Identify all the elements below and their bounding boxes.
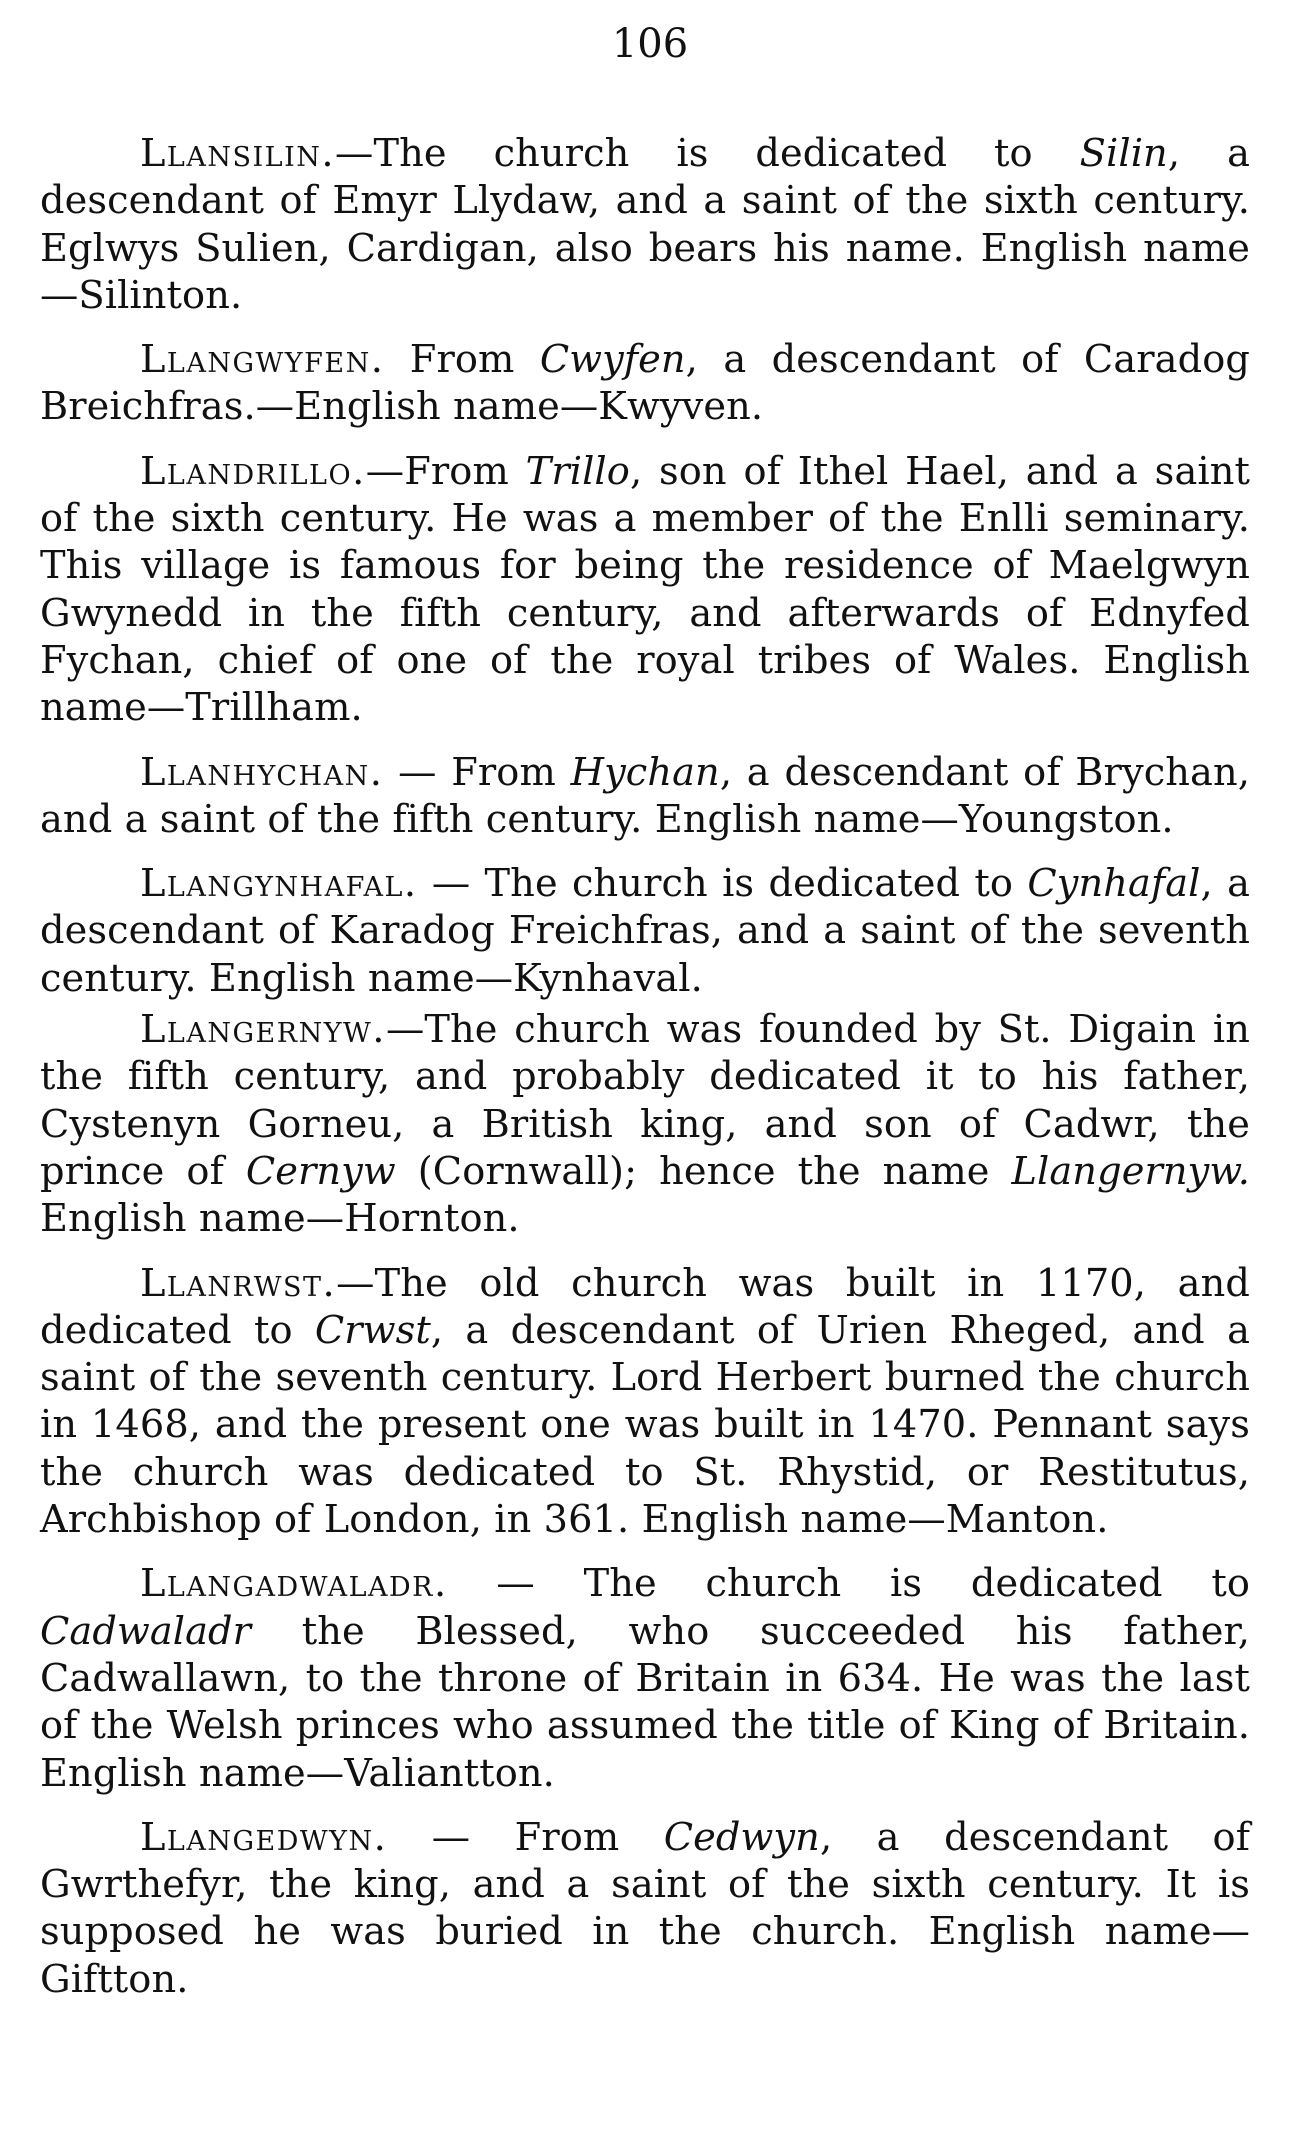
entry-heading: Llangedwyn. — [140, 1814, 388, 1860]
entry-text: The old church was built in 1170, and dedicated to — [40, 1260, 1250, 1353]
entry-heading: Llanrwst. — [140, 1260, 337, 1306]
entry-heading: Llangadwaladr. — [140, 1561, 448, 1607]
entry-text: English name—Hornton. — [40, 1196, 520, 1242]
entry-text: From — [451, 749, 571, 795]
entry-text: The church is dedicated to — [484, 861, 1028, 907]
saint-name: Cadwaladr — [40, 1608, 252, 1654]
entry-llansilin — [40, 130, 1250, 319]
entry-dash: — — [385, 1007, 425, 1053]
saint-name: Hychan — [570, 749, 720, 795]
entry-text: The church is dedicated to — [373, 131, 1080, 176]
entry-llangernyw — [40, 1006, 1250, 1242]
book-page — [40, 0, 1250, 2020]
entry-dash: — — [335, 131, 374, 176]
entry-dash: — — [447, 1561, 584, 1607]
entry-text: , a descendant of Caradog Breichfras.—English name—Kwyven. — [40, 337, 1250, 430]
entry-text: , a descendant of Urien Rheged, and a saint of the seventh century. Lord Herbert burned the church in 1468, and the present one was built in 1470. Pennant says the church was dedicated to St. Rhystid, or Restitutus, Archbishop of London, in 361. English name—Manton. — [40, 1307, 1251, 1543]
entry-dash: — — [365, 448, 405, 494]
entry-text: (Cornwall); hence the name — [395, 1148, 1012, 1194]
entry-text: , son of Ithel Hael, and a saint of the sixth century. He was a member of the Enlli seminary. This village is famous for being the residence of Maelgwyn Gwynedd in the fifth century, and afterwards of Ednyfed Fychan, chief of one of the royal tribes of Wales. English name—Trillham. — [40, 448, 1250, 731]
entry-text: , a descendant of Brychan, and a saint of the fifth century. English name—Youngston. — [40, 749, 1250, 842]
saint-name: Trillo — [525, 448, 630, 494]
saint-name: Crwst — [314, 1307, 431, 1353]
entry-dash: — — [383, 749, 452, 795]
entry-text: From — [514, 1814, 664, 1860]
entry-text: From — [404, 448, 526, 494]
entry-text: , a descendant of Emyr Llydaw, and a saint of the sixth century. Eglwys Sulien, Cardigan, also bears his name. English name—Silinton. — [40, 131, 1250, 318]
entry-llangedwyn — [40, 1814, 1250, 2003]
entry-heading: Llangernyw. — [140, 1007, 386, 1053]
entry-dash — [384, 337, 409, 382]
saint-name: Cwyfen — [539, 337, 686, 383]
entry-text: , a descendant of Karadog Freichfras, and a saint of the seventh century. English name—Kynhaval. — [40, 861, 1251, 1001]
place-name: Cernyw — [245, 1148, 396, 1194]
entry-text: the Blessed, who succeeded his father, Cadwallawn, to the throne of Britain in 634. He was the last of the Welsh princes who assumed the title of King of Britain. English name—Valiantton. — [40, 1608, 1250, 1796]
entry-llanhychan — [40, 749, 1250, 844]
entry-llangynhafal — [40, 860, 1250, 1002]
saint-name: Silin — [1079, 131, 1168, 176]
entry-llanrwst — [40, 1260, 1250, 1544]
entry-heading: Llansilin. — [140, 131, 336, 176]
entry-dash: — — [387, 1814, 515, 1860]
entry-dash: — — [336, 1260, 375, 1306]
place-name: Llangernyw. — [1011, 1148, 1250, 1194]
saint-name: Cedwyn — [663, 1814, 820, 1860]
entry-llangadwaladr — [40, 1560, 1250, 1796]
entry-heading: Llangynhafal. — [140, 861, 418, 907]
entry-text: , a descendant of Gwrthefyr, the king, and a saint of the sixth century. It is supposed he was buried in the church. English name—Giftton. — [40, 1814, 1250, 2002]
entry-llangwyfen — [40, 336, 1250, 431]
entry-llandrillo — [40, 448, 1250, 732]
entry-text: From — [409, 337, 540, 383]
entry-dash: — — [417, 861, 485, 907]
entry-text: The church is dedicated to — [583, 1561, 1250, 1607]
saint-name: Cynhafal — [1027, 861, 1201, 907]
entry-heading: Llandrillo. — [140, 448, 366, 494]
entry-heading: Llangwyfen. — [140, 337, 385, 383]
entry-text: The church was founded by St. Digain in the fifth century, and probably dedicated it to his father, Cystenyn Gorneu, a British king, and son of Cadwr, the prince of — [40, 1007, 1250, 1194]
page-number: 106 — [611, 21, 689, 67]
entry-heading: Llanhychan. — [140, 749, 384, 795]
